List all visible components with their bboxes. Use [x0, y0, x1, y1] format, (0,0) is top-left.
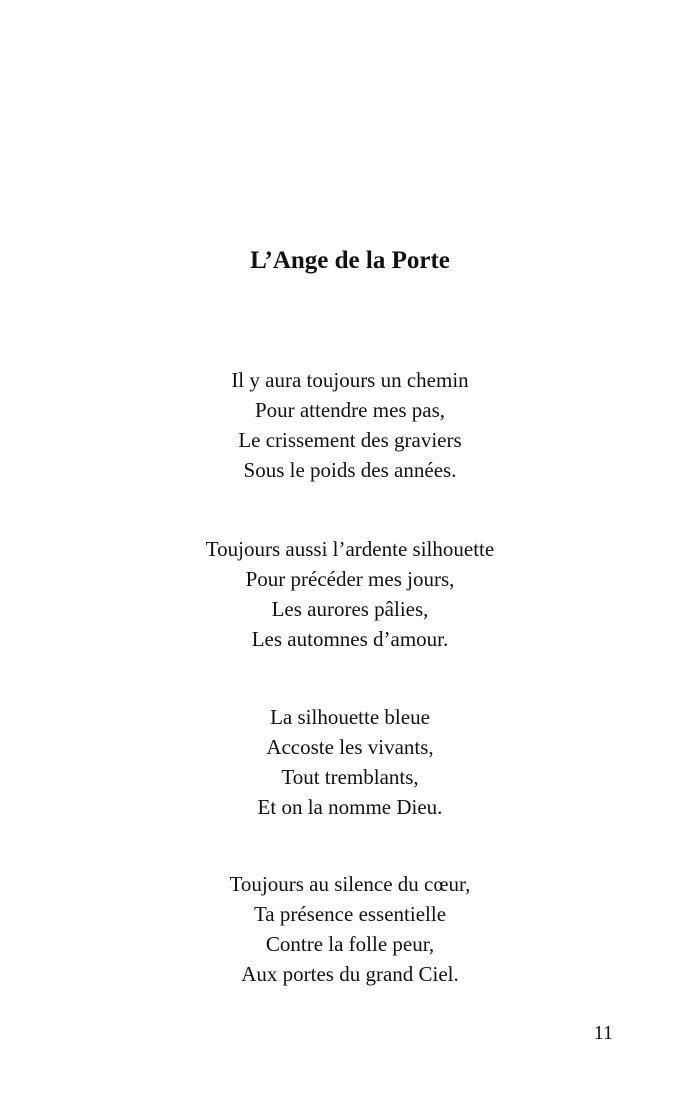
poem-line: Contre la folle peur,	[265, 932, 435, 956]
poem-line: Et on la nomme Dieu.	[257, 795, 443, 819]
poem-line: Les aurores pâlies,	[271, 597, 429, 621]
poem-line: Les automnes d’amour.	[251, 627, 449, 651]
poem-line: Tout tremblants,	[281, 765, 419, 789]
poem-line: Toujours aussi l’ardente silhouette	[205, 537, 495, 561]
poem-line: Toujours au silence du cœur,	[229, 872, 471, 896]
poem-line: Accoste les vivants,	[266, 735, 434, 759]
stanza-2	[0, 534, 700, 654]
poem-line: Aux portes du grand Ciel.	[241, 962, 459, 986]
stanza-3	[0, 702, 700, 822]
poem-line: Le crissement des graviers	[238, 428, 462, 452]
stanza-1	[0, 365, 700, 485]
poem-line: Ta présence essentielle	[253, 902, 447, 926]
poem-line: Il y aura toujours un chemin	[231, 368, 469, 392]
poem-line: Sous le poids des années.	[243, 458, 457, 482]
poem-line: Pour précéder mes jours,	[245, 567, 455, 591]
poem-line: Pour attendre mes pas,	[254, 398, 446, 422]
poem-title: L’Ange de la Porte	[250, 247, 450, 274]
stanza-4	[0, 869, 700, 989]
page-number: 11	[593, 1022, 613, 1044]
poem-line: La silhouette bleue	[270, 705, 430, 729]
